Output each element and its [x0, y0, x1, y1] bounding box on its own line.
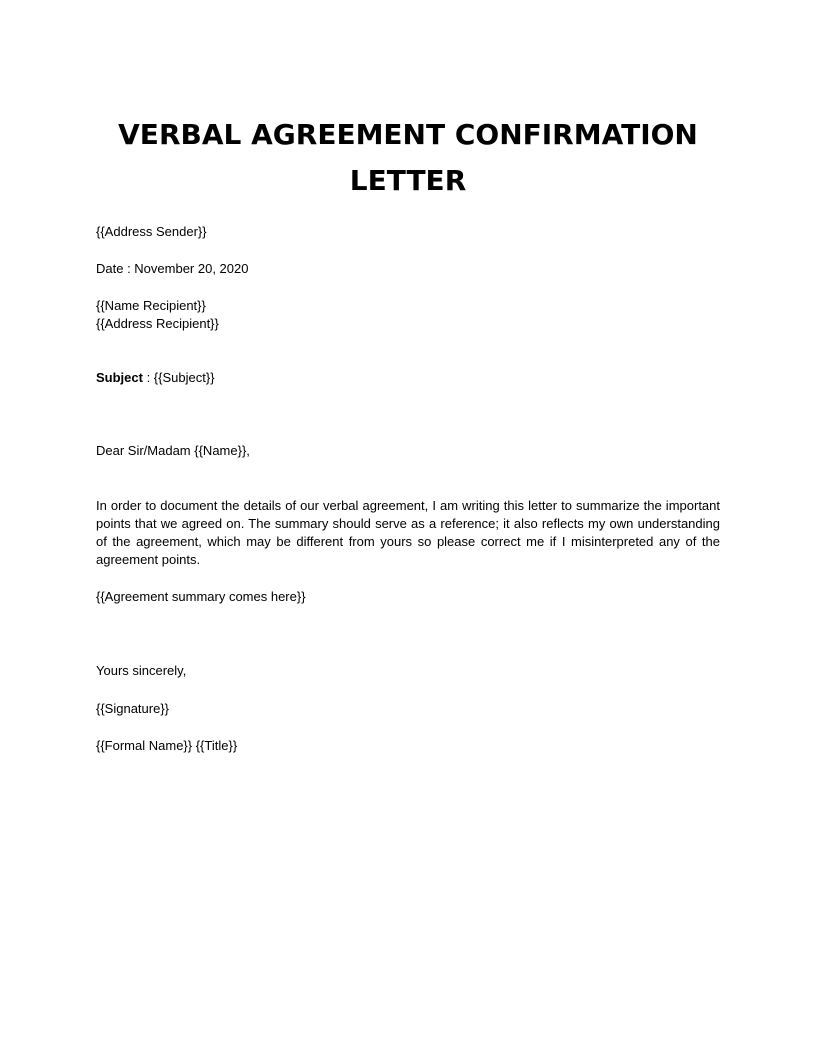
formal-name-title: {{Formal Name}} {{Title}} — [96, 738, 238, 753]
letter-date: Date : November 20, 2020 — [96, 261, 249, 276]
sender-address: {{Address Sender}} — [96, 224, 207, 239]
body-paragraph: In order to document the details of our verbal agreement, I am writing this letter to summarize the important points that we agreed on. The summary should serve as a reference; it also reflects my own understanding of the agreement, which may be different from yours so please correct me if I misinterpreted any of the agreement points. — [96, 498, 720, 567]
subject-label: Subject — [96, 370, 143, 385]
title-line-1: VERBAL AGREEMENT CONFIRMATION — [118, 118, 698, 151]
salutation: Dear Sir/Madam {{Name}}, — [96, 443, 250, 458]
agreement-summary: {{Agreement summary comes here}} — [96, 589, 306, 604]
signature: {{Signature}} — [96, 701, 170, 716]
subject-line — [96, 369, 215, 387]
subject-value: : {{Subject}} — [142, 370, 215, 385]
title-line-2: LETTER — [349, 164, 467, 197]
recipient-name: {{Name Recipient}} — [96, 298, 206, 313]
letter-title — [96, 112, 720, 204]
recipient-address: {{Address Recipient}} — [96, 316, 219, 331]
closing: Yours sincerely, — [96, 663, 187, 678]
